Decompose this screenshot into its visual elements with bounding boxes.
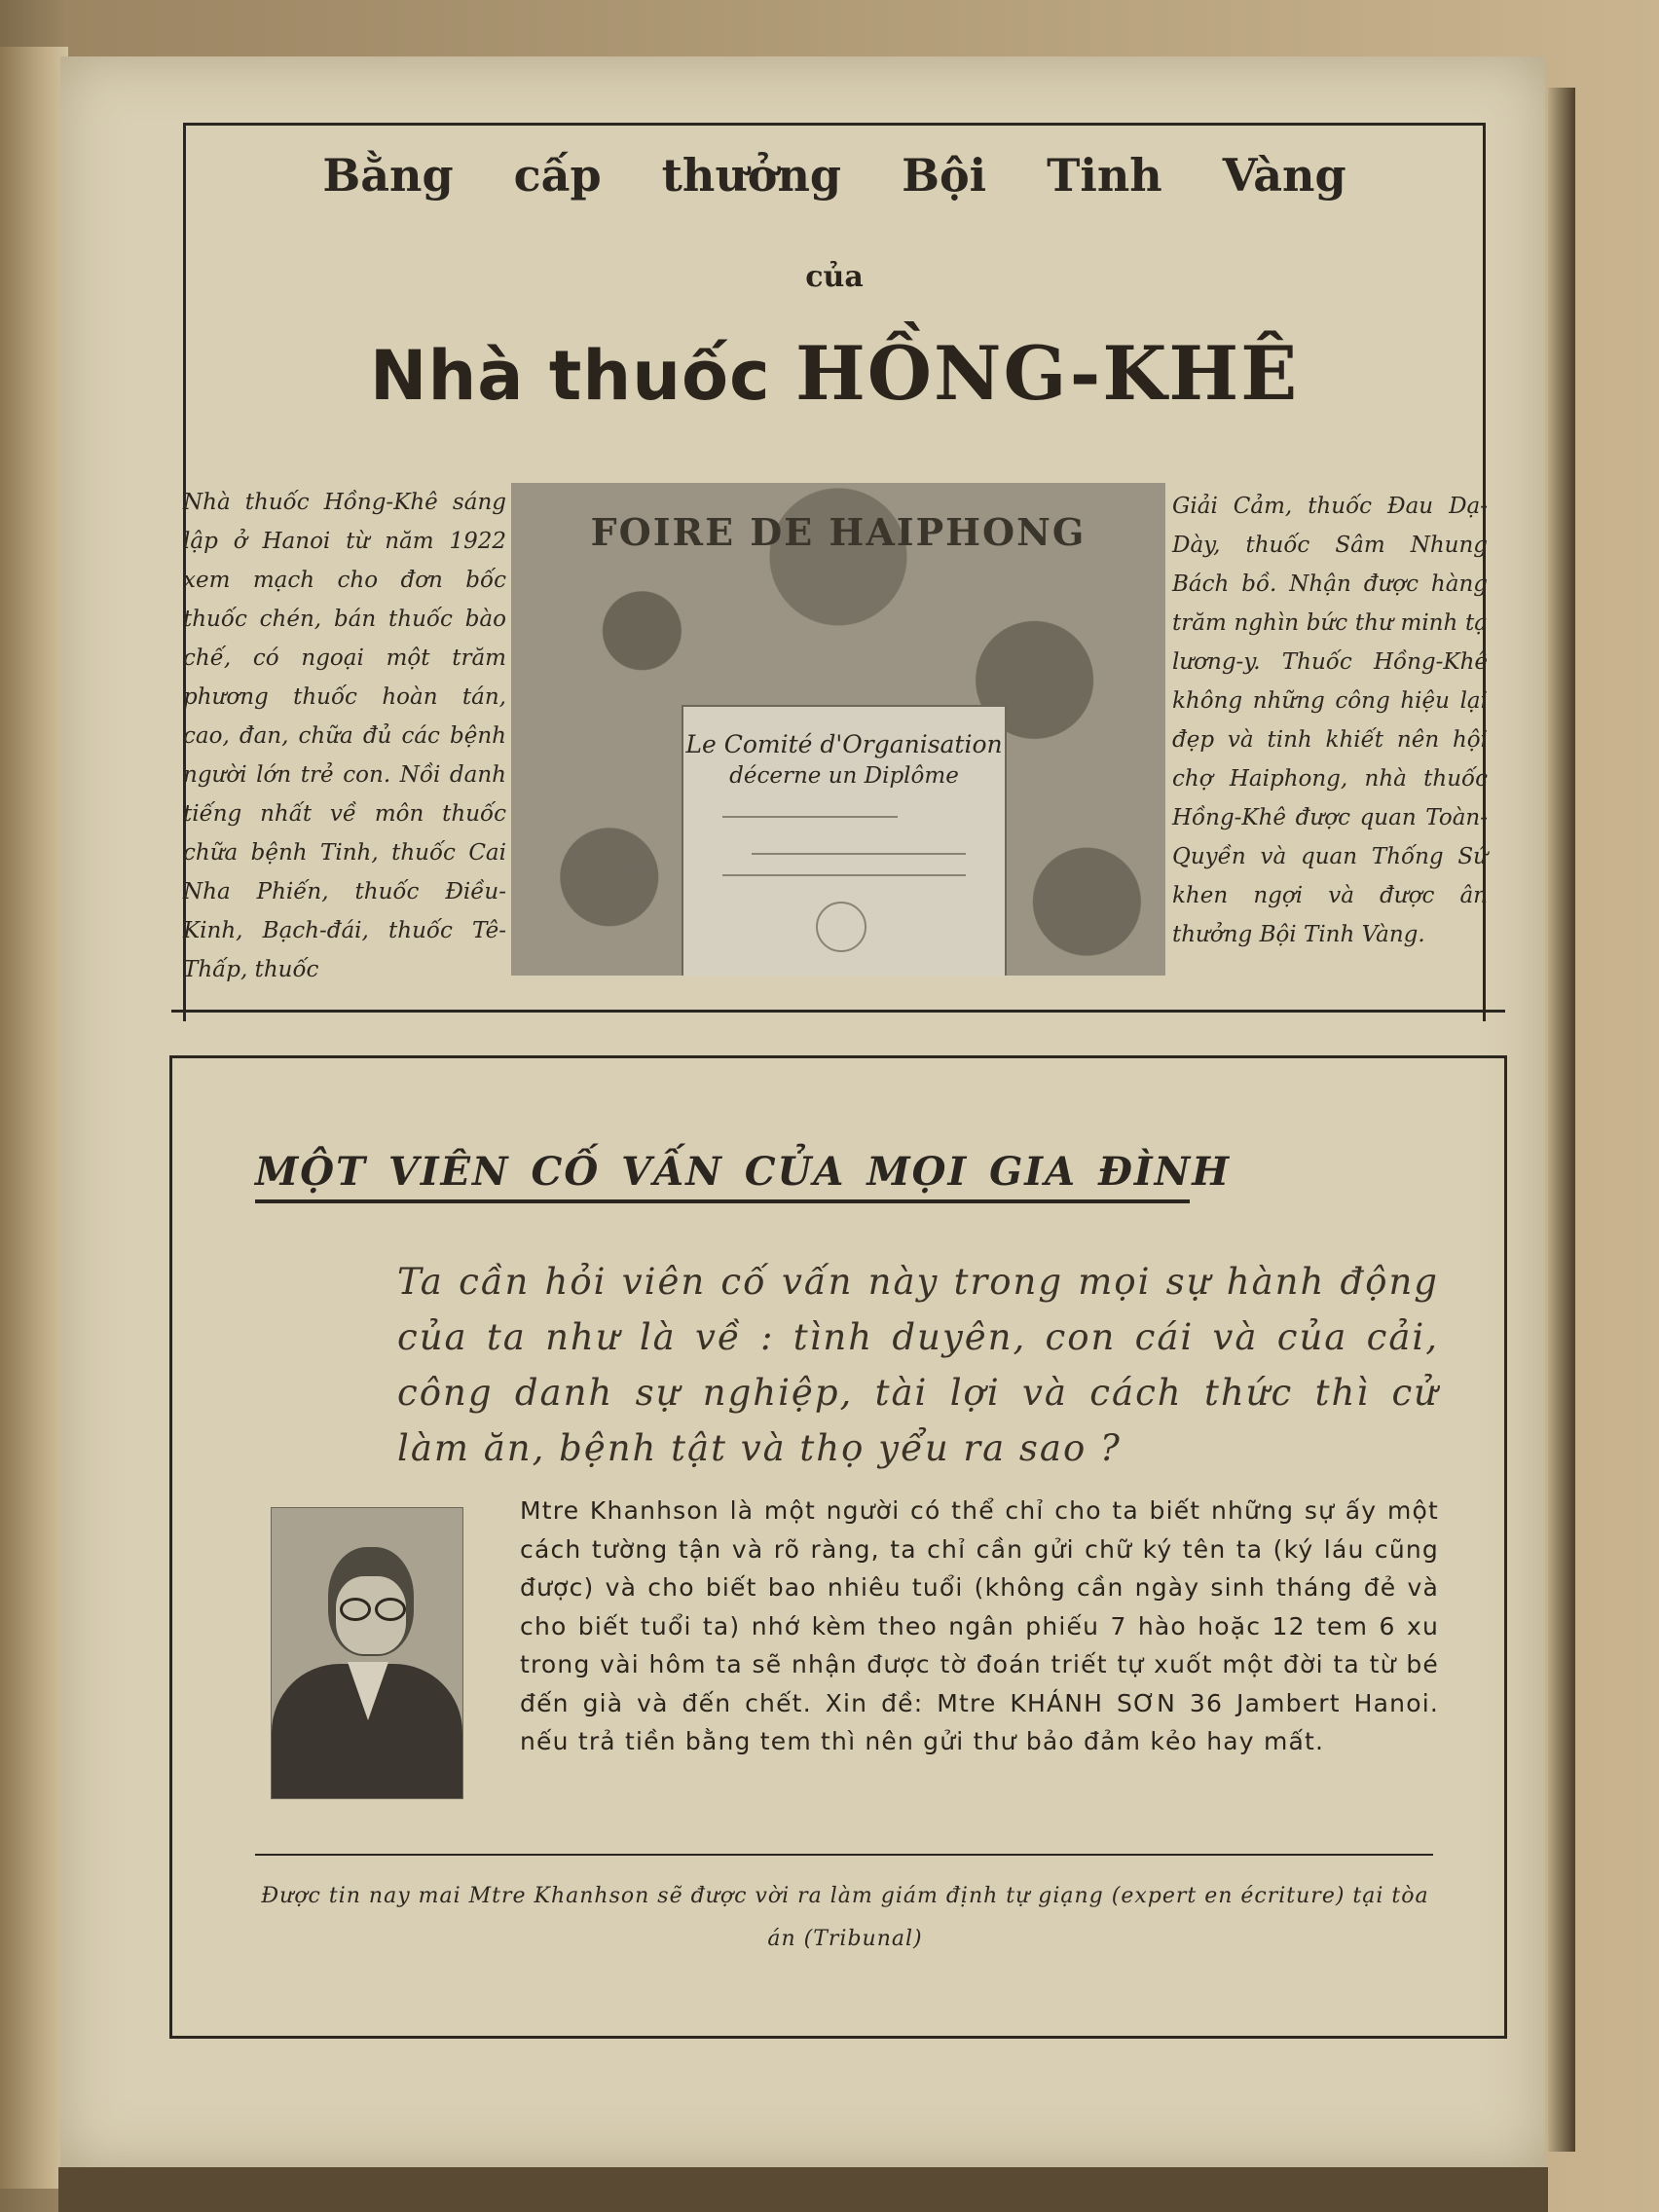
ad1-left-column: Nhà thuốc Hồng-Khê sáng lập ở Hanoi từ năm 1922 xem mạch cho đơn bốc thuốc chén, bán thuốc bào chế, có ngoại một trăm phương thuốc hoàn tán, cao, đan, chữa đủ các bệnh người lớn trẻ con. Nồi danh tiếng nhất về môn thuốc chữa bệnh Tinh, thuốc Cai Nha Phiến, thuốc Điều-Kinh, Bạch-đái, thuốc Tê-Thấp, thuốc [183,490,506,982]
portrait-photo [271,1507,463,1799]
brand-name: HỒNG-KHÊ [795,330,1300,417]
award-headline: Bằng cấp thưởng Bội Tinh Vàng [322,149,1346,202]
advisor-footnote: Được tin nay mai Mtre Khanhson sẽ được vời ra làm giám định tự giạng (expert en écriture) tại tòa án (Tribunal) [261,1884,1429,1951]
page-edge [1548,88,1575,2152]
portrait-glasses-left [340,1598,371,1621]
headline-connector: của [805,260,864,294]
diploma-line-2: décerne un Diplôme [729,763,959,789]
diploma-seal [816,902,866,952]
diploma-banner: FOIRE DE HAIPHONG [590,510,1087,554]
book-spine [0,47,68,2189]
diploma-card [682,705,1007,976]
diploma-line-1: Le Comité d'Organisation [685,730,1003,758]
diploma-image [511,483,1165,976]
ad1-right-column: Giải Cảm, thuốc Đau Dạ-Dày, thuốc Sâm Nhung Bách bồ. Nhận được hàng trăm nghìn bức thư minh tạ lương-y. Thuốc Hồng-Khê không những công hiệu lại đẹp và tinh khiết nên hội chợ Haiphong, nhà thuốc Hồng-Khê được quan Toàn-Quyền và quan Thống Sứ khen ngợi và được ân thưởng Bội Tinh Vàng. [1172,494,1488,947]
portrait-glasses-right [375,1598,406,1621]
brand-title [186,330,1483,417]
ad1-bottom-rule [171,1010,1505,1013]
diploma-scribble [722,874,966,876]
advisor-title: MỘT VIÊN CỐ VẤN CỦA MỌI GIA ĐÌNH [255,1149,1231,1195]
diploma-scribble [722,816,898,818]
diploma-scribble [752,853,966,855]
footnote-rule [255,1854,1433,1856]
brand-prefix: Nhà thuốc [369,336,771,416]
advisor-lead-text: Ta cần hỏi viên cố vấn này trong mọi sự hành động của ta như là về : tình duyên, con cái và của cải, công danh sự nghiệp, tài lợi và cách thức thì cử làm ăn, bệnh tật và thọ yểu ra sao ? [397,1261,1439,1469]
book-bottom-edge [58,2167,1548,2212]
title-underline [255,1199,1190,1203]
advisor-body-text: Mtre Khanhson là một người có thể chỉ cho ta biết những sự ấy một cách tường tận và rõ ràng, ta chỉ cần gửi chữ ký tên ta (ký láu cũng được) và cho biết bao nhiêu tuổi (không cần ngày sinh tháng đẻ và cho biết tuổi ta) nhớ kèm theo ngân phiếu 7 hào hoặc 12 tem 6 xu trong vài hôm ta sẽ nhận được tờ đoán triết tự xuốt một đời ta từ bé đến già và đến chết. Xin đề: Mtre KHÁNH SƠN 36 Jambert Hanoi. nếu trả tiền bằng tem thì nên gửi thư bảo đảm kẻo hay mất. [520,1496,1439,1755]
